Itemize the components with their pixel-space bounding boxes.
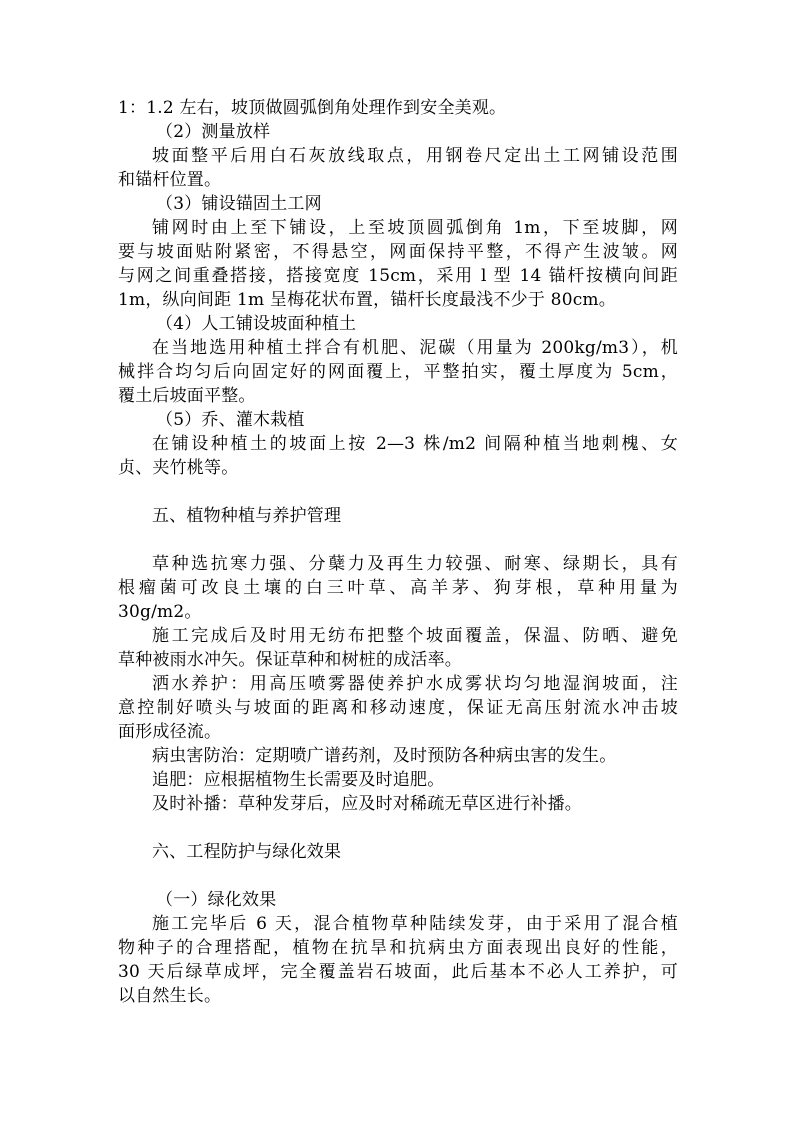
document-page [118,96,678,1008]
paragraph-line: 铺网时由上至下铺设，上至坡顶圆弧倒角 1m，下至坡脚，网 [152,218,678,238]
paragraph-line: 施工完成后及时用无纺布把整个坡面覆盖，保温、防晒、避免 [152,626,678,646]
paragraph-line: 以自然生长。 [118,986,222,1006]
paragraph-line: 要与坡面贴附紧密，不得悬空，网面保持平整，不得产生波皱。网 [118,242,678,262]
paragraph-line: 与网之间重叠搭接，搭接宽度 15cm，采用 l 型 14 锚杆按横向间距 [118,266,678,286]
paragraph-line: 和锚杆位置。 [118,170,222,190]
paragraph-line: 面形成径流。 [118,722,222,742]
paragraph-line: 在当地选用种植土拌合有机肥、泥碳（用量为 200kg/m3），机 [152,338,678,358]
spacer [118,864,678,888]
paragraph-line: 施工完毕后 6 天，混合植物草种陆续发芽，由于采用了混合植 [152,914,678,934]
paragraph-line: 洒水养护：用高压喷雾器使养护水成雾状均匀地湿润坡面，注 [152,674,678,694]
paragraph-line: 追肥：应根据植物生长需要及时追肥。 [152,770,445,790]
subheading-planting-soil: （4）人工铺设坡面种植土 [156,314,357,334]
subheading-tree-planting: （5）乔、灌木栽植 [156,410,305,430]
paragraph-line: 坡面整平后用白石灰放线取点，用钢卷尺定出土工网铺设范围 [152,146,678,166]
paragraph-line: 草种选抗寒力强、分蘖力及再生力较强、耐寒、绿期长，具有 [152,554,678,574]
paragraph-line: 1m，纵向间距 1m 呈梅花状布置，锚杆长度最浅不少于 80cm。 [118,290,616,310]
paragraph-line: 物种子的合理搭配，植物在抗旱和抗病虫方面表现出良好的性能， [118,938,678,958]
paragraph-line: 30g/m2。 [118,602,202,622]
paragraph-line: 草种被雨水冲矢。保证草种和树桩的成活率。 [118,650,462,670]
subheading-geonet: （3）铺设锚固土工网 [156,194,322,214]
paragraph-line: 械拌合均匀后向固定好的网面覆上，平整拍实，覆土厚度为 5cm， [118,362,678,382]
spacer [118,816,678,840]
spacer [118,528,678,552]
subheading-greening-effect: （一）绿化效果 [156,890,277,910]
spacer [118,480,678,504]
paragraph-line: 在铺设种植土的坡面上按 2—3 株/m2 间隔种植当地刺槐、女 [152,434,678,454]
paragraph-line: 1：1.2 左右，坡顶做圆弧倒角处理作到安全美观。 [118,98,507,118]
paragraph-line: 病虫害防治：定期喷广谱药剂，及时预防各种病虫害的发生。 [152,746,617,766]
paragraph-line: 覆土后坡面平整。 [118,386,256,406]
section-heading-5: 五、植物种植与养护管理 [152,506,342,526]
paragraph-line: 根瘤菌可改良土壤的白三叶草、高羊茅、狗芽根，草种用量为 [118,578,678,598]
subheading-surveying: （2）测量放样 [156,122,271,142]
paragraph-line: 意控制好喷头与坡面的距离和移动速度，保证无高压射流水冲击坡 [118,698,678,718]
paragraph-line: 及时补播：草种发芽后，应及时对稀疏无草区进行补播。 [152,794,582,814]
section-heading-6: 六、工程防护与绿化效果 [152,842,342,862]
paragraph-line: 30 天后绿草成坪，完全覆盖岩石坡面，此后基本不必人工养护，可 [118,962,678,982]
paragraph-line: 贞、夹竹桃等。 [118,458,239,478]
